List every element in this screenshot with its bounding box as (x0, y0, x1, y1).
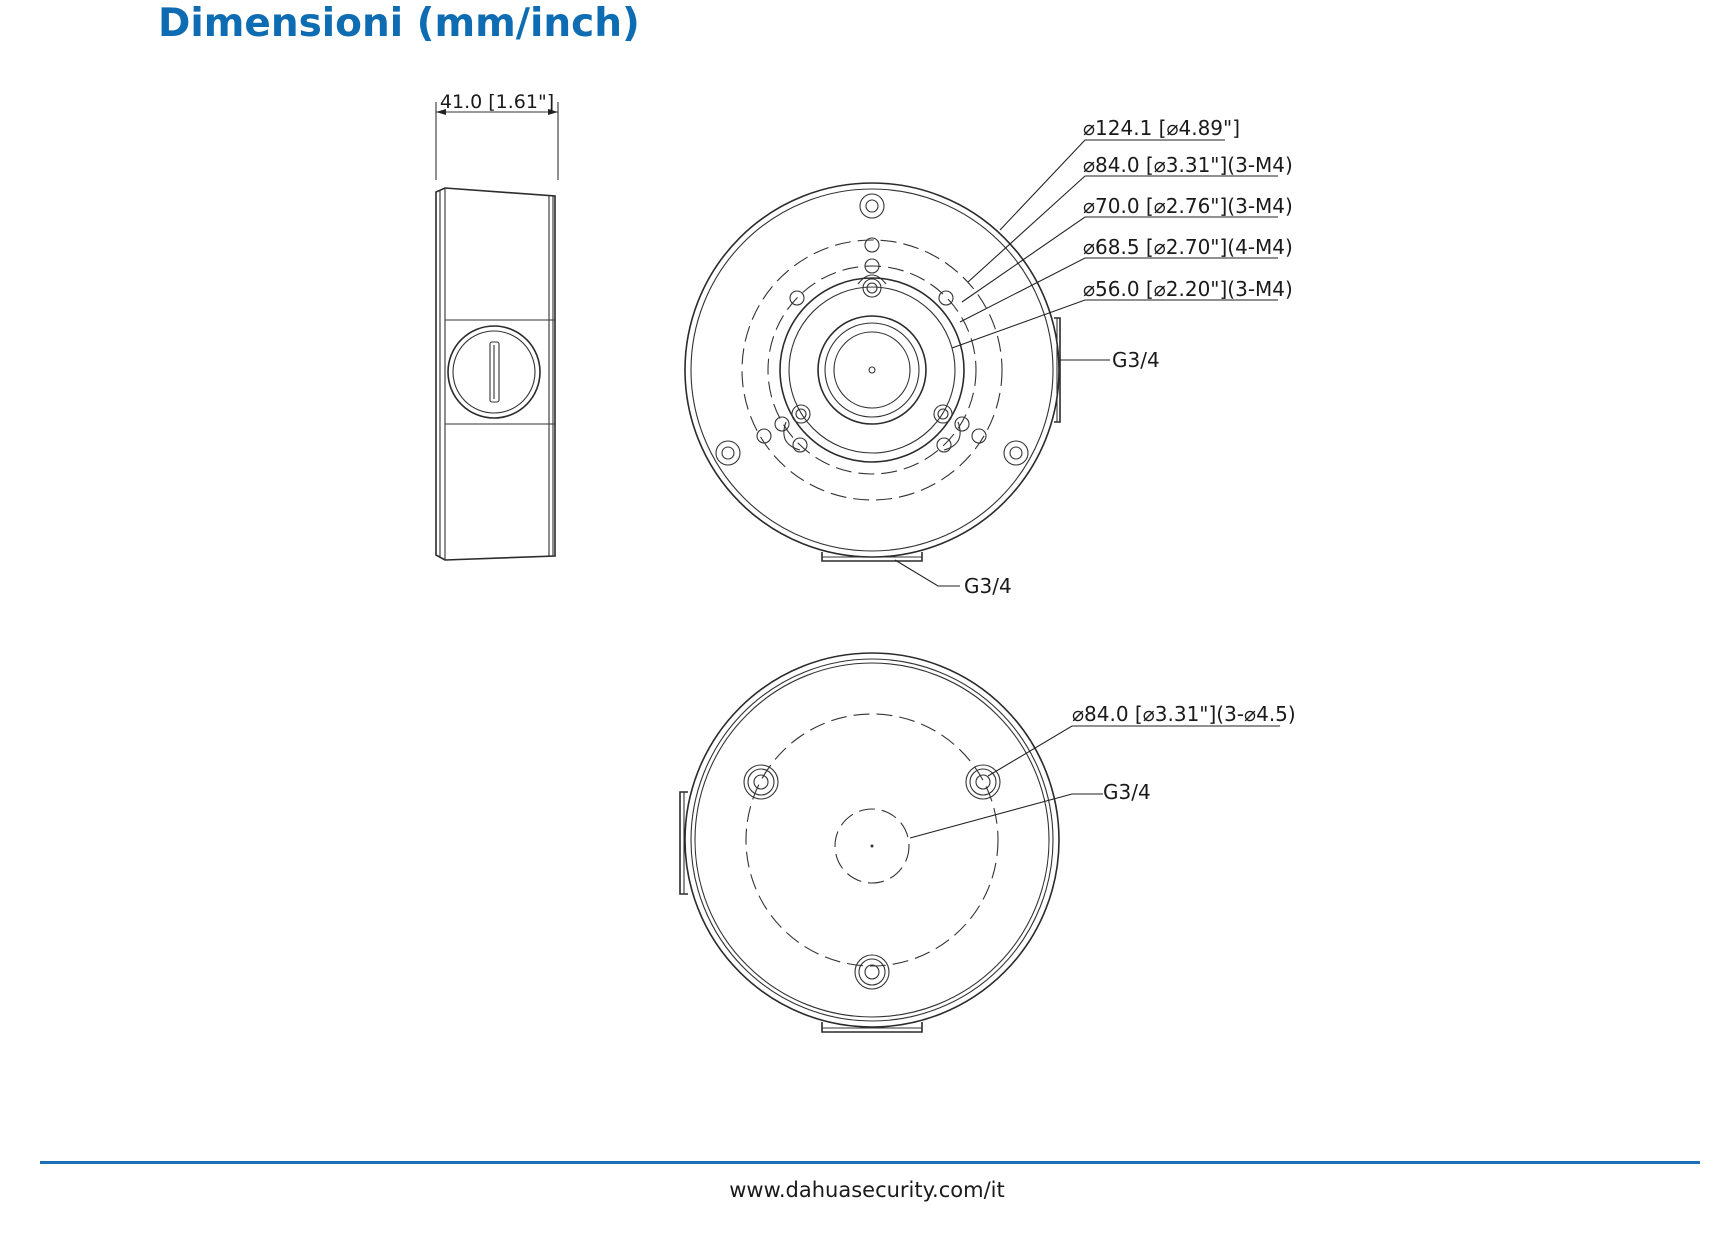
label-g34-bottom: G3/4 (964, 574, 1012, 598)
label-g34-center: G3/4 (1103, 780, 1151, 804)
label-d84: ⌀84.0 [⌀3.31"](3-M4) (1083, 153, 1293, 177)
label-g34-side: G3/4 (1112, 348, 1160, 372)
label-d70: ⌀70.0 [⌀2.76"](3-M4) (1083, 194, 1293, 218)
bottom-view (680, 653, 1296, 1032)
label-d84-holes: ⌀84.0 [⌀3.31"](3-⌀4.5) (1072, 702, 1296, 726)
label-d68: ⌀68.5 [⌀2.70"](4-M4) (1083, 235, 1293, 259)
label-d56: ⌀56.0 [⌀2.20"](3-M4) (1083, 277, 1293, 301)
footer-url[interactable]: www.dahuasecurity.com/it (729, 1178, 1005, 1202)
page-title: Dimensioni (mm/inch) (158, 1, 640, 46)
footer-rule (40, 1161, 1700, 1164)
side-width-label: 41.0 [1.61"] (439, 91, 555, 113)
side-view (436, 91, 558, 560)
label-d124: ⌀124.1 [⌀4.89"] (1083, 116, 1241, 140)
top-view (685, 116, 1293, 598)
